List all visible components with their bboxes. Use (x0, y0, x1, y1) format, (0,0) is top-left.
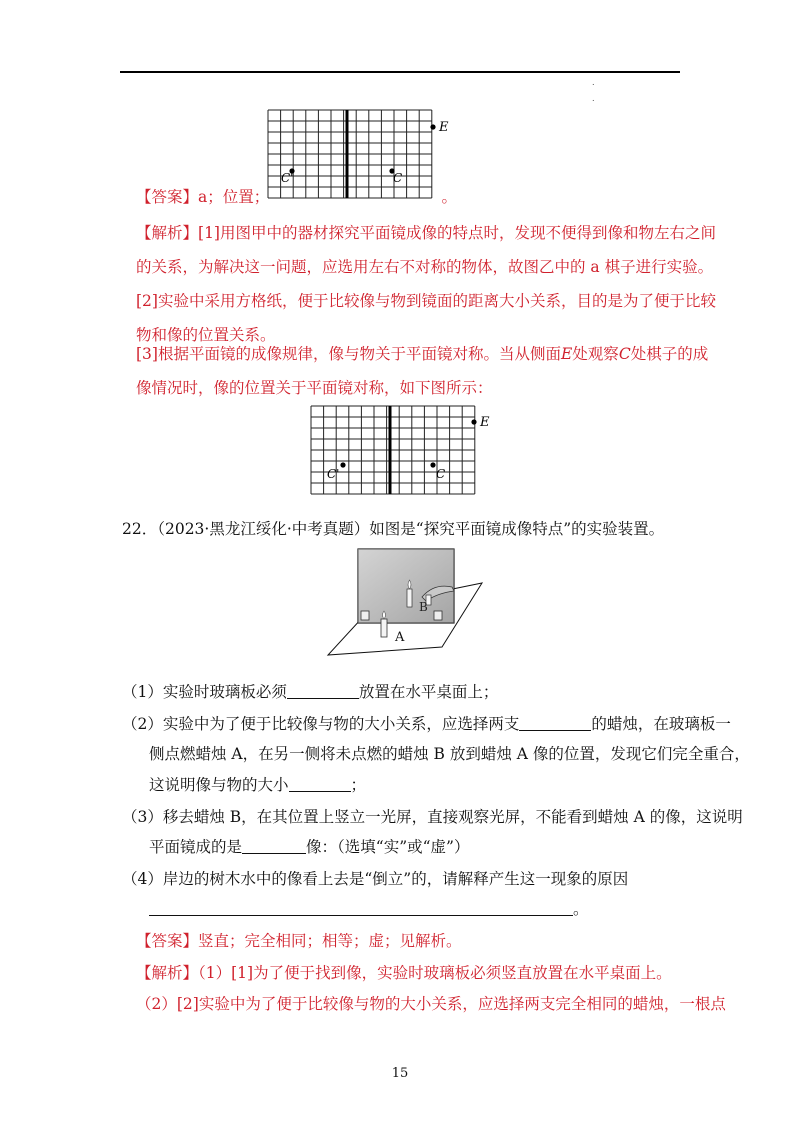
question-22-part-2: （2）实验中为了便于比较像与物的大小关系，应选择两支 的蜡烛，在玻璃板一 (122, 715, 731, 733)
label-e: E (439, 120, 449, 135)
question-22-part-4: （4）岸边的树木水中的像看上去是“倒立”的，请解释产生这一现象的原因 (122, 870, 629, 888)
question-22-part-4-cont: 。 (149, 898, 589, 920)
question-22-part-3-cont: 平面镜成的是 像：（选填“实”或“虚”） (149, 838, 470, 856)
question-22-part-3: （3）移去蜡烛 B，在其位置上竖立一光屏，直接观察光屏，不能看到蜡烛 A 的像，这说明 (122, 808, 743, 826)
analysis-21-line: [3]根据平面镜的成像规律，像与物关于平面镜对称。当从侧面E处观察C处棋子的成 (136, 345, 709, 363)
answer-tag: 【答案】 (136, 188, 199, 206)
analysis-21-line: [2]实验中采用方格纸，便于比较像与物到镜面的距离大小关系，目的是为了便于比较 (136, 292, 716, 310)
flame-icon (383, 611, 386, 619)
stand-right (434, 611, 442, 620)
candle-a-icon (381, 619, 387, 637)
analysis-22-line: （2）[2]实验中为了便于比较像与物的大小关系，应选择两支完全相同的蜡烛，一根点 (136, 995, 726, 1013)
grid-figure-2 (305, 402, 505, 498)
header-rule (120, 71, 680, 73)
candle-image (407, 589, 412, 607)
question-22-stem: 22．（2023·黑龙江绥化·中考真题）如图是“探究平面镜成像特点”的实验装置。 (122, 520, 665, 538)
stand-left (361, 611, 369, 620)
answer-text: a；位置； (198, 188, 262, 206)
label-b: B (419, 600, 428, 614)
label-c: C (436, 467, 446, 481)
blank-1[interactable] (287, 682, 359, 699)
analysis-21-line: 像情况时，像的位置关于平面镜对称，如下图所示： (136, 379, 493, 397)
point-e (430, 124, 435, 129)
blank-2[interactable] (519, 714, 591, 731)
label-c-prime: C' (327, 467, 340, 481)
question-22-part-2-cont: 侧点燃蜡烛 A，在另一侧将未点燃的蜡烛 B 放到蜡烛 A 像的位置，发现它们完全重合， (149, 745, 750, 763)
analysis-21-line: 物和像的位置关系。 (136, 326, 276, 344)
answer-21 (136, 186, 457, 208)
analysis-21-line: 【解析】[1]用图甲中的器材探究平面镜成像的特点时，发现不便得到像和物左右之间 (136, 224, 716, 242)
analysis-22-line: 【解析】（1）[1]为了便于找到像，实验时玻璃板必须竖直放置在水平桌面上。 (136, 964, 672, 982)
page-number: 15 (391, 1066, 409, 1081)
point-c-prime (340, 462, 345, 467)
blank-5[interactable] (149, 899, 573, 916)
experiment-figure (322, 545, 492, 660)
label-c: C (393, 171, 403, 185)
header-dot: . (592, 94, 595, 103)
blank-4[interactable] (242, 837, 306, 854)
blank-3[interactable] (289, 775, 351, 792)
answer-end: 。 (441, 188, 458, 206)
analysis-21-line: 的关系，为解决这一问题，应选用左右不对称的物体，故图乙中的 a 棋子进行实验。 (136, 258, 714, 276)
label-c-prime: C' (281, 171, 294, 185)
point-e (471, 419, 476, 424)
point-c (430, 462, 435, 467)
answer-22: 【答案】竖直；完全相同；相等；虚；见解析。 (136, 932, 462, 950)
label-a: A (395, 630, 405, 645)
question-22-part-1: （1）实验时玻璃板必须 放置在水平桌面上； (122, 683, 499, 701)
header-dot: . (592, 78, 595, 87)
label-e: E (480, 415, 490, 430)
question-22-part-2-cont: 这说明像与物的大小 ； (149, 776, 367, 794)
